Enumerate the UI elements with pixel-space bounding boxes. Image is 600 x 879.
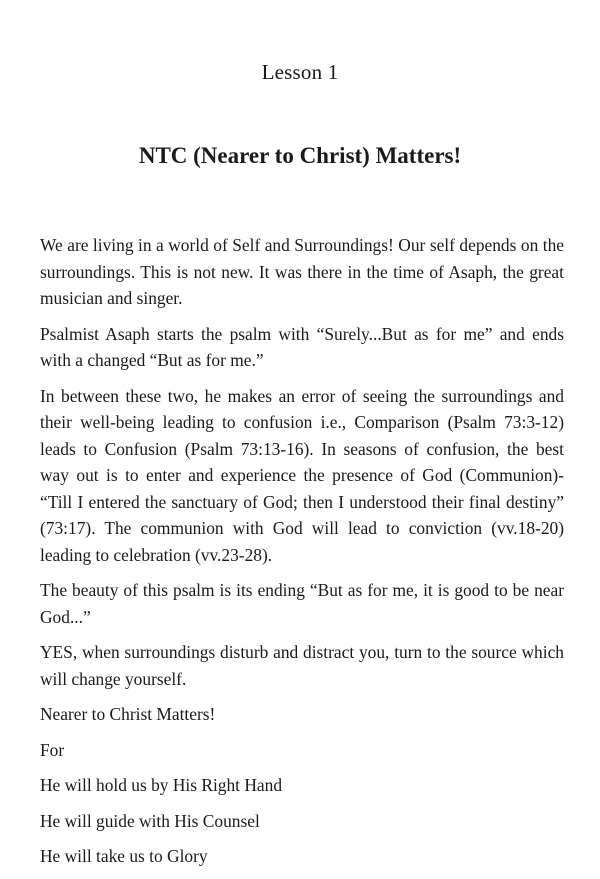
paragraph-asaph: Psalmist Asaph starts the psalm with “Surely...But as for me” and ends with a changed “But as for me.” [40,323,564,370]
paragraph-beauty: The beauty of this psalm is its ending “But as for me, it is good to be near God...” [40,580,564,627]
line-for: For [40,739,65,760]
paragraph-yes: YES, when surroundings disturb and distract you, turn to the source which will change yourself. [40,642,564,689]
chapter-title: NTC (Nearer to Christ) Matters! [138,143,462,168]
line-hold: He will hold us by His Right Hand [40,775,283,795]
lesson-number: Lesson 1 [261,60,339,84]
body-text [40,232,564,879]
line-glory: He will take us to Glory [40,846,208,866]
line-guide: He will guide with His Counsel [40,810,260,831]
line-nearer: Nearer to Christ Matters! [40,704,216,724]
paragraph-between: In between these two, he makes an error of seeing the surroundings and their well-being leading to confusion i.e., Comparison (Psalm 73:3-12) leads to Confusion (Psalm 73:13-16). In seasons of confusion, the best way out is to enter and experience the presence of God (Communion)- “Till I entered the sanctuary of God; then I understood their final destiny” (73:17). The communion with God will lead to conviction (vv.18-20) leading to celebration (vv.23-28). [40,385,564,565]
paragraph-intro: We are living in a world of Self and Surroundings! Our self depends on the surroundings. This is not new. It was there in the time of Asaph, the great musician and singer. [40,235,564,308]
